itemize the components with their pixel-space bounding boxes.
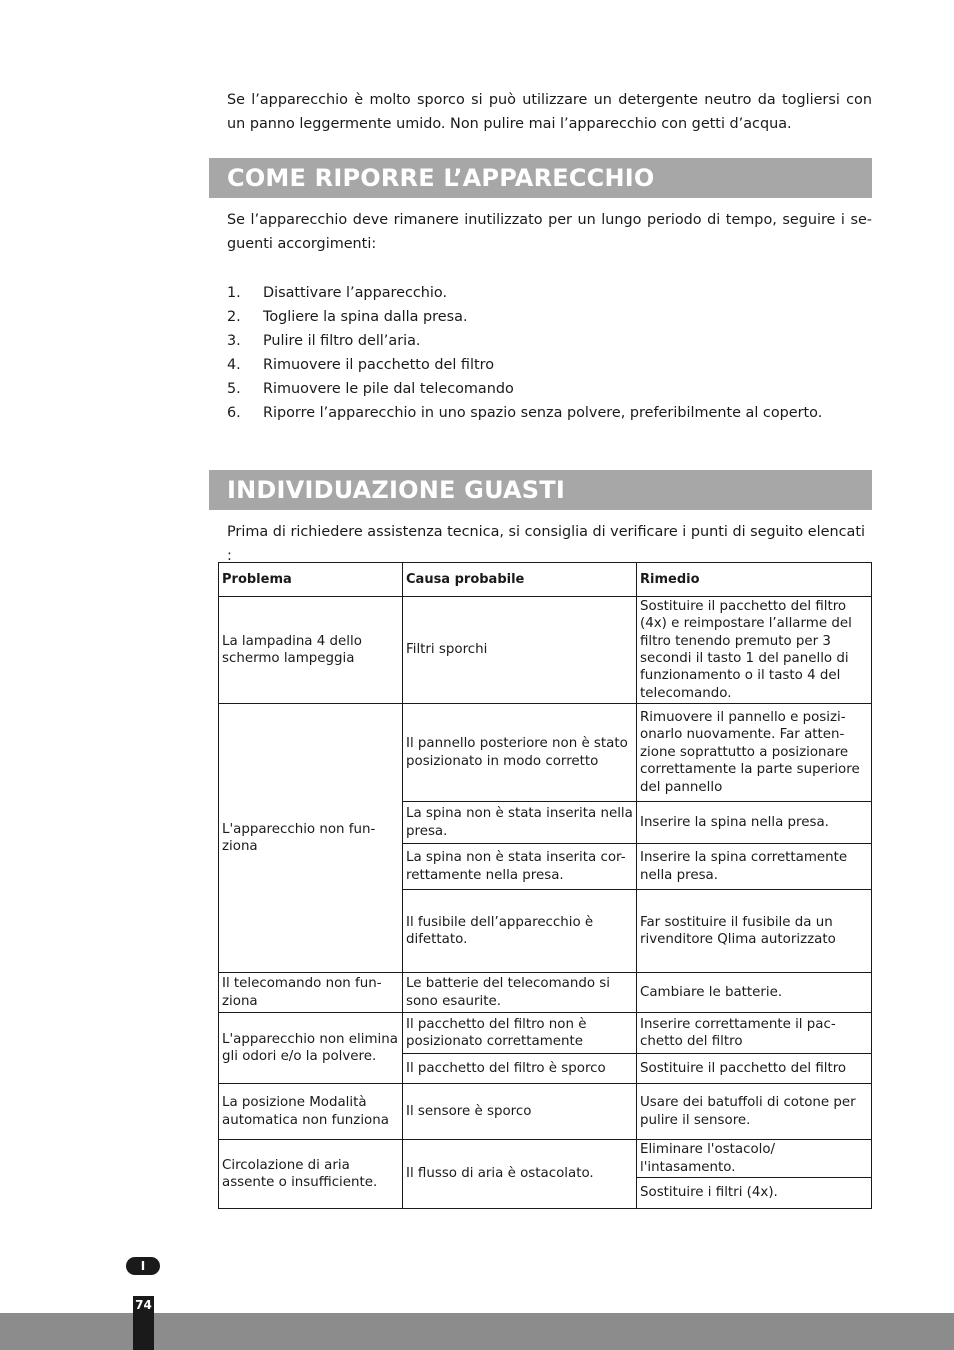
troubleshooting-intro-text: Prima di richiedere assistenza tecnica, si consiglia di verificare i punti di seguito elencati : (227, 524, 865, 564)
header-problem: Problema (219, 563, 403, 597)
cause-cell: Il pacchetto del filtro non è posizionato correttamente (403, 1013, 637, 1054)
table-row (219, 1084, 872, 1140)
cause-cell: Le batterie del telecomando si sono esaurite. (403, 973, 637, 1013)
cause-cell: Il fusibile dell’apparecchio è difettato. (403, 890, 637, 973)
remedy-cell: Eliminare l'ostacolo/ l'intasamento. (637, 1140, 872, 1178)
table-row (219, 1013, 872, 1054)
list-item: 3. Pulire il filtro dell’aria. (227, 333, 421, 349)
cause-cell: Il flusso di aria è ostacolato. (403, 1140, 637, 1209)
cause-cell: Il sensore è sporco (403, 1084, 637, 1140)
remedy-cell: Sostituire il pacchetto del filtro (637, 1054, 872, 1084)
section-title-storage: COME RIPORRE L’APPARECCHIO (227, 164, 655, 192)
cause-cell: Filtri sporchi (403, 597, 637, 704)
cause-cell: La spina non è stata inserita nella presa. (403, 802, 637, 844)
problem-cell: L'apparecchio non elimina gli odori e/o la polvere. (219, 1013, 403, 1084)
cause-cell: Il pannello posteriore non è stato posizionato in modo corretto (403, 704, 637, 802)
header-cause: Causa probabile (403, 563, 637, 597)
list-item: 6. Riporre l’apparecchio in uno spazio senza polvere, preferibilmente al coperto. (227, 405, 823, 421)
remedy-cell: Inserire la spina correttamente nella presa. (637, 844, 872, 890)
header-remedy: Rimedio (637, 563, 872, 597)
table-row (219, 704, 872, 802)
table-row (219, 1140, 872, 1178)
storage-intro-text: Se l’apparecchio deve rimanere inutilizzato per un lungo periodo di tempo, seguire i se-guenti accorgimenti: (227, 212, 872, 252)
problem-cell: Circolazione di aria assente o insufficiente. (219, 1140, 403, 1209)
remedy-cell: Rimuovere il pannello e posizi-onarlo nuovamente. Far atten-zione soprattutto a posizionare correttamente la parte superiore del pannello (637, 704, 872, 802)
section-title-troubleshooting: INDIVIDUAZIONE GUASTI (227, 476, 565, 504)
section-banner-troubleshooting (209, 470, 872, 510)
list-item: 5. Rimuovere le pile dal telecomando (227, 381, 514, 397)
remedy-cell: Usare dei batuffoli di cotone per pulire il sensore. (637, 1084, 872, 1140)
cause-cell: Il pacchetto del filtro è sporco (403, 1054, 637, 1084)
section-banner-storage (209, 158, 872, 198)
cause-cell: La spina non è stata inserita cor-rettamente nella presa. (403, 844, 637, 890)
table-header-row (219, 563, 872, 597)
remedy-cell: Inserire la spina nella presa. (637, 802, 872, 844)
list-item: 4. Rimuovere il pacchetto del filtro (227, 357, 494, 373)
table-row (219, 973, 872, 1013)
problem-cell: Il telecomando non fun-ziona (219, 973, 403, 1013)
remedy-cell: Sostituire i filtri (4x). (637, 1178, 872, 1209)
problem-cell: L'apparecchio non fun-ziona (219, 704, 403, 973)
list-item: 2. Togliere la spina dalla presa. (227, 309, 468, 325)
intro-text: Se l’apparecchio è molto sporco si può utilizzare un detergente neutro da togliersi con un panno leggermente umido. Non pulire mai l’apparecchio con getti d’acqua. (227, 92, 872, 132)
problem-cell: La lampadina 4 dello schermo lampeggia (219, 597, 403, 704)
remedy-cell: Inserire correttamente il pac-chetto del filtro (637, 1013, 872, 1054)
page-number: 74 (135, 1298, 152, 1312)
list-item: 1. Disattivare l’apparecchio. (227, 285, 448, 301)
troubleshooting-table (218, 562, 872, 1209)
language-badge: I (126, 1257, 160, 1275)
remedy-cell: Far sostituire il fusibile da un rivenditore Qlima autorizzato (637, 890, 872, 973)
table-row (219, 597, 872, 704)
storage-steps-list (227, 281, 822, 425)
problem-cell: La posizione Modalità automatica non funziona (219, 1084, 403, 1140)
remedy-cell: Cambiare le batterie. (637, 973, 872, 1013)
remedy-cell: Sostituire il pacchetto del filtro (4x) e reimpostare l’allarme del filtro tenendo premuto per 3 secondi il tasto 1 del panello di funzionamento o il tasto 4 del telecomando. (637, 597, 872, 704)
